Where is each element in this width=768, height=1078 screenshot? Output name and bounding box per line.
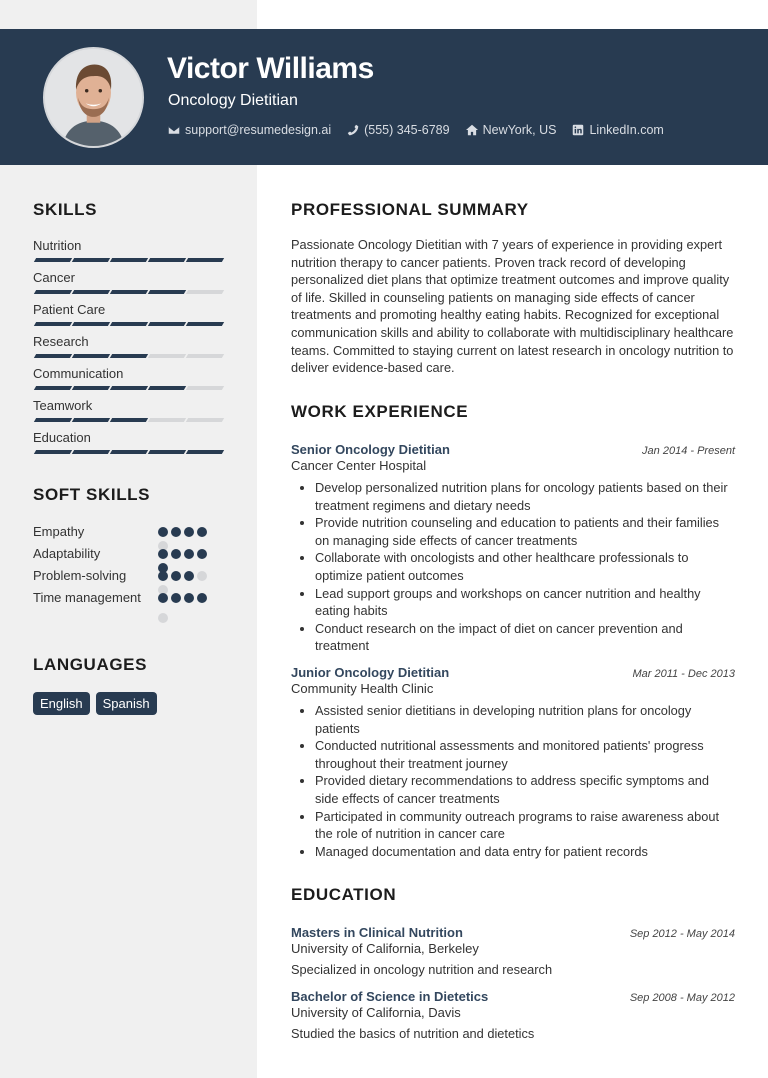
soft-skill-item — [33, 567, 223, 589]
job-bullets — [291, 479, 735, 655]
soft-skill-label: Adaptability — [33, 546, 101, 561]
linkedin-icon — [572, 124, 584, 136]
soft-skills-heading: SOFT SKILLS — [33, 485, 151, 504]
contact-linkedin[interactable] — [572, 123, 663, 137]
job-bullet: • Provided dietary recommendations to address specific symptoms and side effects of cancer treatments — [315, 772, 735, 807]
skill-level-segment — [110, 354, 148, 358]
skill-level-segment — [110, 386, 148, 390]
skill-level-bar — [35, 258, 223, 262]
rating-dot — [158, 571, 168, 581]
skill-level-segment — [148, 322, 186, 326]
skill-level-bar — [35, 322, 223, 326]
rating-dot — [184, 571, 194, 581]
contact-location — [466, 123, 557, 137]
contact-linkedin-text: LinkedIn.com — [589, 123, 664, 137]
job-date: Mar 2011 - Dec 2013 — [632, 667, 735, 680]
skill-label: Teamwork — [33, 398, 93, 413]
skill-item — [33, 302, 223, 334]
rating-dot — [171, 593, 181, 603]
summary-heading: PROFESSIONAL SUMMARY — [291, 200, 529, 219]
skill-level-segment — [72, 322, 110, 326]
rating-dot — [171, 527, 181, 537]
rating-dot — [184, 593, 194, 603]
skill-level-bar — [35, 450, 223, 454]
degree-date: Sep 2012 - May 2014 — [629, 928, 735, 940]
skill-level-bar — [35, 290, 223, 294]
degree-name: Masters in Clinical Nutrition — [291, 925, 463, 940]
skill-level-segment — [34, 386, 72, 390]
skill-level-segment — [34, 450, 72, 454]
skill-item — [33, 270, 223, 302]
soft-skill-rating — [158, 523, 213, 545]
skill-level-segment — [186, 322, 224, 326]
contact-phone-text: (555) 345-6789 — [364, 123, 450, 137]
soft-skill-label: Time management — [33, 590, 141, 605]
rating-dot — [184, 527, 194, 537]
experience-heading: WORK EXPERIENCE — [291, 402, 469, 421]
degree-description: Studied the basics of nutrition and dietetics — [291, 1026, 535, 1041]
skill-label: Communication — [33, 366, 124, 381]
job-bullet: • Collaborate with oncologists and other healthcare professionals to optimize patient outcomes — [315, 549, 735, 584]
skill-item — [33, 366, 223, 398]
skill-level-segment — [148, 386, 186, 390]
degree-name: Bachelor of Science in Dietetics — [291, 989, 489, 1004]
rating-dot — [171, 549, 181, 559]
candidate-name: Victor Williams — [167, 52, 374, 85]
job-bullets — [291, 702, 735, 860]
skill-item — [33, 398, 223, 430]
soft-skill-item — [33, 589, 223, 629]
school-name: University of California, Davis — [291, 1005, 461, 1020]
contact-location-text: NewYork, US — [482, 123, 557, 137]
school-name: University of California, Berkeley — [291, 941, 479, 956]
person-avatar-icon — [45, 49, 142, 146]
skill-level-segment — [34, 322, 72, 326]
soft-skill-label: Problem-solving — [33, 568, 127, 583]
profile-photo — [43, 47, 144, 148]
rating-dot — [197, 549, 207, 559]
skill-label: Cancer — [33, 270, 75, 285]
job-bullet: • Conduct research on the impact of diet on cancer prevention and treatment — [315, 620, 735, 655]
skill-level-segment — [72, 258, 110, 262]
soft-skill-item — [33, 545, 223, 567]
experience-entry — [291, 442, 735, 655]
education-section — [291, 885, 735, 1041]
skill-level-segment — [110, 290, 148, 294]
contact-phone[interactable] — [347, 123, 449, 137]
skill-level-segment — [110, 322, 148, 326]
skill-level-segment — [148, 450, 186, 454]
languages-list — [33, 692, 157, 715]
skill-label: Patient Care — [33, 302, 106, 317]
rating-dot — [158, 549, 168, 559]
degree-description: Specialized in oncology nutrition and research — [291, 962, 553, 977]
contact-email[interactable] — [168, 123, 331, 137]
job-org: Community Health Clinic — [291, 680, 434, 696]
soft-skills-list — [33, 523, 223, 629]
education-entry — [291, 925, 735, 977]
skill-level-segment — [72, 354, 110, 358]
skills-list — [33, 238, 223, 462]
contact-bar — [168, 123, 664, 137]
rating-dot — [197, 527, 207, 537]
skill-level-segment — [186, 418, 224, 422]
skill-item — [33, 238, 223, 270]
home-icon — [466, 124, 478, 136]
skill-level-segment — [148, 290, 186, 294]
skill-level-bar — [35, 386, 223, 390]
skills-heading: SKILLS — [33, 200, 98, 219]
language-badge: English — [33, 692, 90, 715]
job-bullet: • Lead support groups and workshops on cancer nutrition and healthy eating habits — [315, 585, 735, 620]
skill-label: Nutrition — [33, 238, 82, 253]
job-org: Cancer Center Hospital — [291, 458, 427, 473]
skill-item — [33, 430, 223, 462]
skill-item — [33, 334, 223, 366]
job-bullet: • Provide nutrition counseling and education to patients and their families on managing side effects of cancer treatments — [315, 514, 735, 549]
candidate-title: Oncology Dietitian — [168, 92, 298, 109]
skill-label: Education — [33, 430, 91, 445]
summary-text: Passionate Oncology Dietitian with 7 years of experience in providing expert nutrition therapy to cancer patients. Proven track record of developing personalized diet plans that optimize treatment outcomes and improve quality of life. Skilled in counseling patients on managing side effects of cancer treatments and promoting healthy eating habits. Recognized for exceptional communication skills and ability to collaborate with multidisciplinary healthcare teams. Committed to staying current on latest research in oncology nutrition to deliver evidence-based care. — [291, 237, 734, 376]
skill-level-segment — [110, 418, 148, 422]
skill-level-segment — [110, 258, 148, 262]
job-bullet: • Participated in community outreach programs to raise awareness about the role of nutrition in cancer care — [315, 808, 735, 843]
skill-level-segment — [148, 258, 186, 262]
contact-email-text: support@resumedesign.ai — [185, 123, 332, 137]
soft-skill-rating — [158, 567, 213, 589]
soft-skill-label: Empathy — [33, 524, 85, 539]
education-heading: EDUCATION — [291, 885, 397, 904]
language-badge: Spanish — [96, 692, 157, 715]
skill-level-segment — [34, 290, 72, 294]
skill-level-segment — [186, 450, 224, 454]
job-date: Jan 2014 - Present — [642, 445, 735, 457]
phone-icon — [347, 124, 359, 136]
skill-level-segment — [110, 450, 148, 454]
envelope-icon — [168, 124, 180, 136]
rating-dot — [158, 593, 168, 603]
degree-date: Sep 2008 - May 2012 — [629, 992, 735, 1004]
skill-level-segment — [72, 450, 110, 454]
soft-skill-rating — [158, 545, 213, 567]
skill-level-segment — [186, 354, 224, 358]
soft-skill-rating — [158, 589, 213, 629]
languages-heading: LANGUAGES — [33, 655, 148, 674]
job-role: Senior Oncology Dietitian — [291, 442, 450, 457]
rating-dot — [171, 571, 181, 581]
skill-level-bar — [35, 418, 223, 422]
job-bullet: • Develop personalized nutrition plans for oncology patients based on their treatment regimens and dietary needs — [315, 479, 735, 514]
job-bullet: • Conducted nutritional assessments and monitored patients' progress throughout their treatment journey — [315, 737, 735, 772]
skill-level-segment — [72, 386, 110, 390]
skill-level-segment — [148, 354, 186, 358]
job-bullet: • Managed documentation and data entry for patient records — [315, 843, 735, 861]
skill-level-segment — [72, 418, 110, 422]
skill-level-segment — [186, 386, 224, 390]
job-role: Junior Oncology Dietitian — [291, 664, 450, 680]
summary-section — [291, 200, 735, 377]
skill-level-segment — [34, 418, 72, 422]
rating-dot — [158, 527, 168, 537]
skill-label: Research — [33, 334, 89, 349]
rating-dot — [197, 571, 207, 581]
skill-level-bar — [35, 354, 223, 358]
skill-level-segment — [186, 258, 224, 262]
skill-level-segment — [72, 290, 110, 294]
experience-entry — [291, 665, 735, 860]
skill-level-segment — [34, 354, 72, 358]
experience-section — [291, 402, 735, 860]
rating-dot — [158, 613, 168, 623]
skill-level-segment — [186, 290, 224, 294]
rating-dot — [197, 593, 207, 603]
skill-level-segment — [34, 258, 72, 262]
rating-dot — [184, 549, 194, 559]
education-entry — [291, 989, 735, 1041]
job-bullet: • Assisted senior dietitians in developing nutrition plans for oncology patients — [315, 702, 735, 737]
skill-level-segment — [148, 418, 186, 422]
soft-skill-item — [33, 523, 223, 545]
